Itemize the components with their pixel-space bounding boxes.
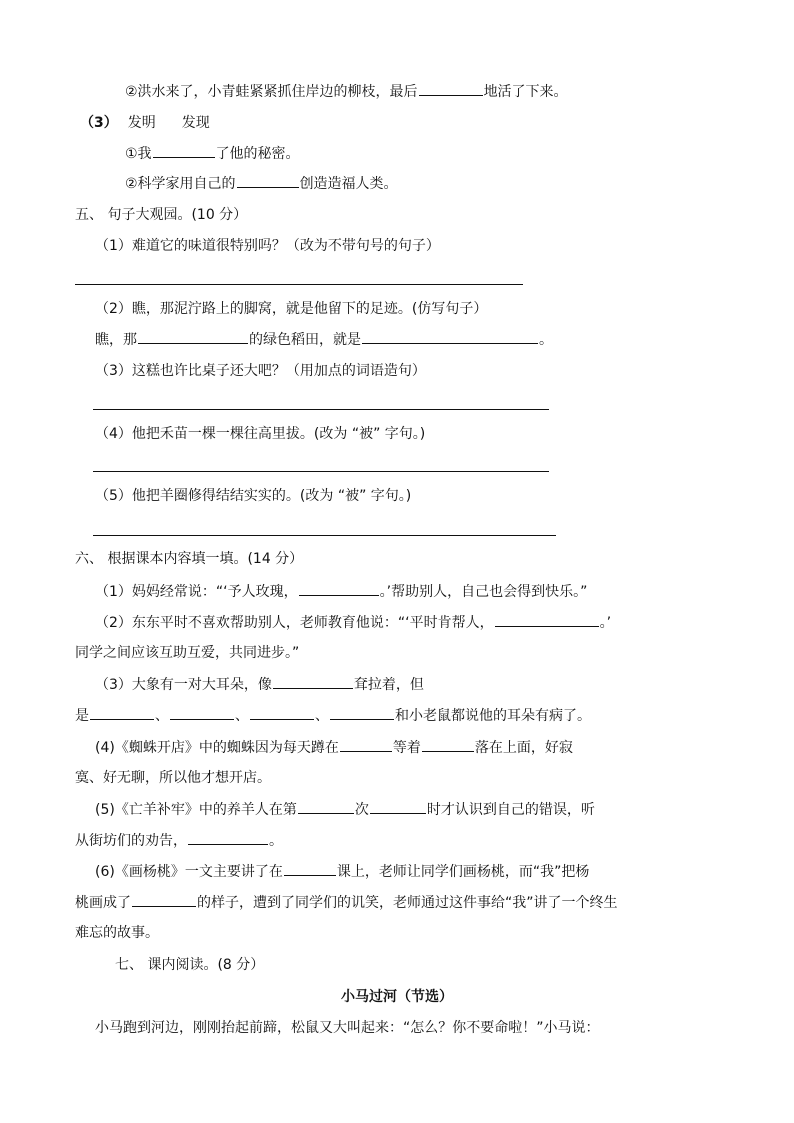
s6-question-6: (6)《画杨桃》一文主要讲了在 课上，老师让同学们画杨桃，而“我”把杨: [95, 861, 589, 882]
section-7-heading: 七、 课内阅读。(8 分）: [115, 957, 265, 973]
passage-title: 小马过河（节选）: [341, 989, 453, 1005]
s6-question-5: (5)《亡羊补牢》中的养羊人在第 次 时才认识到自己的错误，听: [95, 799, 595, 820]
answer-blank[interactable]: [298, 799, 354, 814]
answer-blank[interactable]: [273, 674, 353, 689]
answer-blank[interactable]: [419, 81, 483, 96]
q4-item-2: ②洪水来了，小青蛙紧紧抓住岸边的柳枝，最后 地活了下来。: [125, 81, 568, 102]
s6-question-3: （3）大象有一对大耳朵，像 耷拉着，但: [95, 674, 424, 695]
s5-question-3: （3）这糕也许比桌子还大吧？（用加点的词语造句）: [95, 363, 426, 379]
s6-question-4-cont: 寞、好无聊，所以他才想开店。: [75, 770, 271, 786]
s6-question-1: （1）妈妈经常说：“‘予人玫瑰， 。’帮助别人，自己也会得到快乐。”: [95, 581, 587, 602]
s5-question-1: （1）难道它的味道很特别吗？（改为不带句号的句子）: [95, 238, 440, 254]
answer-blank[interactable]: [330, 705, 394, 720]
answer-blank[interactable]: [340, 737, 392, 752]
answer-blank[interactable]: [90, 705, 154, 720]
s5-question-2-fill: 瞧，那 的绿色稻田，就是 。: [95, 329, 553, 350]
s6-question-2: （2）东东平时不喜欢帮助别人，老师教育他说：“‘平时肯帮人， 。’: [95, 612, 611, 633]
answer-line[interactable]: [75, 284, 523, 285]
s6-question-6-line-3: 难忘的故事。: [75, 925, 159, 941]
answer-line[interactable]: [93, 409, 549, 410]
answer-blank[interactable]: [237, 173, 299, 188]
s5-question-5: （5）他把羊圈修得结结实实的。(改为 “被” 字句。): [95, 488, 412, 504]
answer-blank[interactable]: [250, 705, 314, 720]
q4-group-3-item-2: ②科学家用自己的 创造造福人类。: [125, 173, 398, 194]
answer-blank[interactable]: [495, 612, 599, 627]
answer-blank[interactable]: [170, 705, 234, 720]
answer-blank[interactable]: [299, 581, 379, 596]
s6-question-2-cont: 同学之间应该互助互爱，共同进步。”: [75, 645, 300, 661]
passage-paragraph-1: 小马跑到河边，刚刚抬起前蹄，松鼠又大叫起来：“怎么？你不要命啦！”小马说：: [95, 1020, 600, 1036]
q4-group-3-item-1: ①我 了他的秘密。: [125, 143, 300, 164]
answer-blank[interactable]: [153, 143, 215, 158]
answer-blank[interactable]: [422, 737, 474, 752]
s6-question-5-line-2: 从街坊们的劝告， 。: [75, 830, 283, 851]
word-choice-2: 发现: [181, 115, 210, 131]
s6-question-3-line-2: 是 、 、 、 和小老鼠都说他的耳朵有病了。: [75, 705, 591, 726]
q4-group-3-label: （3） 发明 发现: [80, 115, 210, 131]
s5-question-2: （2）瞧，那泥泞路上的脚窝，就是他留下的足迹。(仿写句子）: [95, 301, 488, 317]
s6-question-4: (4)《蜘蛛开店》中的蜘蛛因为每天蹲在 等着 落在上面，好寂: [95, 737, 573, 758]
answer-line[interactable]: [93, 535, 556, 536]
answer-line[interactable]: [93, 471, 549, 472]
answer-blank[interactable]: [132, 892, 196, 907]
answer-blank[interactable]: [188, 830, 268, 845]
s5-question-4: （4）他把禾苗一棵一棵往高里拔。(改为 “被” 字句。): [95, 426, 426, 442]
answer-blank[interactable]: [370, 799, 426, 814]
section-6-heading: 六、 根据课本内容填一填。(14 分）: [75, 551, 304, 567]
answer-blank[interactable]: [138, 329, 248, 344]
word-choice-1: 发明: [127, 115, 156, 131]
answer-blank[interactable]: [284, 861, 336, 876]
answer-blank[interactable]: [362, 329, 538, 344]
section-5-heading: 五、 句子大观园。(10 分）: [75, 207, 248, 223]
s6-question-6-line-2: 桃画成了 的样子，遭到了同学们的讥笑，老师通过这件事给“我”讲了一个终生: [75, 892, 618, 913]
